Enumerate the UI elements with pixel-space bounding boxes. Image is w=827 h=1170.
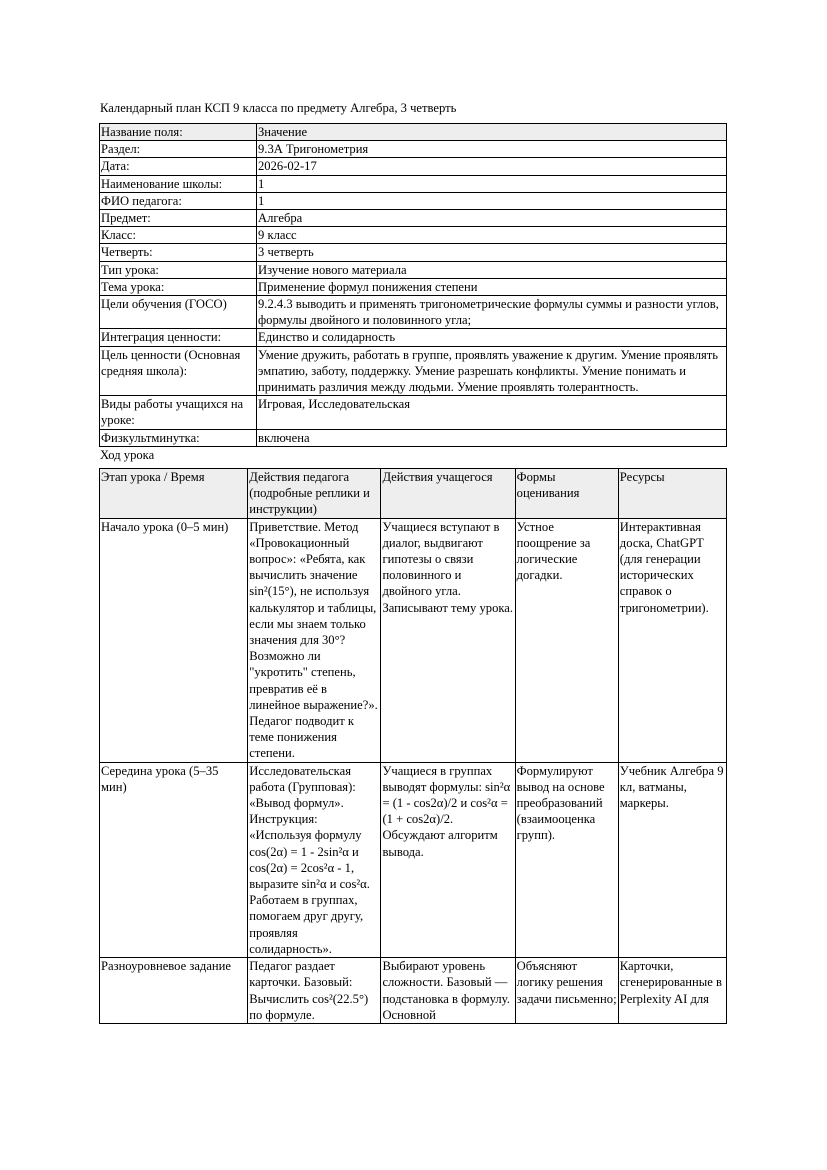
student-actions-cell: Учащиеся вступают в диалог, выдвигают гипотезы о связи половинного и двойного угла. Записывают тему урока. (381, 518, 515, 762)
lesson-info-row (100, 278, 727, 295)
field-label: Наименование школы: (100, 175, 257, 192)
field-value: 9 класс (257, 227, 727, 244)
student-actions-header: Действия учащегося (381, 469, 515, 519)
field-label: Цели обучения (ГОСО) (100, 296, 257, 329)
lesson-info-table (99, 123, 727, 447)
field-label: Тип урока: (100, 261, 257, 278)
stage-cell: Середина урока (5–35 мин) (100, 762, 248, 957)
field-label: Раздел: (100, 141, 257, 158)
field-value: Алгебра (257, 210, 727, 227)
field-label: Физкультминутка: (100, 429, 257, 446)
stage-header: Этап урока / Время (100, 469, 248, 519)
stage-cell: Начало урока (0–5 мин) (100, 518, 248, 762)
field-value: 1 (257, 192, 727, 209)
lesson-plan-row (100, 762, 727, 957)
field-name-header: Название поля: (100, 124, 257, 141)
field-value: 1 (257, 175, 727, 192)
field-value: Умение дружить, работать в группе, проявлять уважение к другим. Умение проявлять эмпатию, заботу, поддержку. Умение разрешать конфликты. Умение понимать и принимать различия между людьми. Умение проявлять толерантность. (257, 346, 727, 396)
lesson-plan-container (99, 468, 729, 1064)
lesson-info-row (100, 192, 727, 209)
assessment-cell: Формулируют вывод на основе преобразований (взаимооценка групп). (515, 762, 618, 957)
field-value: 9.2.4.3 выводить и применять тригонометрические формулы суммы и разности углов, формулы двойного и половинного угла; (257, 296, 727, 329)
field-value: Изучение нового материала (257, 261, 727, 278)
lesson-info-row (100, 261, 727, 278)
teacher-actions-cell: Педагог раздает карточки. Базовый: Вычислить cos²(22.5°) по формуле. (248, 958, 381, 1024)
lesson-progress-heading: Ход урока (100, 448, 155, 462)
lesson-info-header-row (100, 124, 727, 141)
lesson-info-row (100, 429, 727, 446)
lesson-info-row (100, 396, 727, 429)
resources-header: Ресурсы (618, 469, 726, 519)
field-label: Предмет: (100, 210, 257, 227)
field-value: Игровая, Исследовательская (257, 396, 727, 429)
stage-cell: Разноуровневое задание (100, 958, 248, 1024)
field-label: Цель ценности (Основная средняя школа): (100, 346, 257, 396)
field-value: 3 четверть (257, 244, 727, 261)
field-label: ФИО педагога: (100, 192, 257, 209)
resources-cell: Интерактивная доска, ChatGPT (для генерации исторических справок о тригонометрии). (618, 518, 726, 762)
lesson-info-row (100, 141, 727, 158)
field-value-header: Значение (257, 124, 727, 141)
lesson-info-row (100, 329, 727, 346)
lesson-info-row (100, 175, 727, 192)
resources-cell: Учебник Алгебра 9 кл, ватманы, маркеры. (618, 762, 726, 957)
lesson-info-row (100, 210, 727, 227)
assessment-cell: Объясняют логику решения задачи письменно; (515, 958, 618, 1024)
lesson-plan-row (100, 958, 727, 1024)
lesson-info-row (100, 227, 727, 244)
lesson-plan-header-row (100, 469, 727, 519)
field-label: Виды работы учащихся на уроке: (100, 396, 257, 429)
teacher-actions-header: Действия педагога (подробные реплики и инструкции) (248, 469, 381, 519)
lesson-info-row (100, 158, 727, 175)
field-label: Класс: (100, 227, 257, 244)
lesson-plan-table (99, 468, 727, 1024)
field-value: 9.3А Тригонометрия (257, 141, 727, 158)
document-title: Календарный план КСП 9 класса по предмету Алгебра, 3 четверть (100, 101, 457, 115)
assessment-header: Формы оценивания (515, 469, 618, 519)
field-value: 2026-02-17 (257, 158, 727, 175)
field-label: Четверть: (100, 244, 257, 261)
resources-cell: Карточки, сгенерированные в Perplexity AI для (618, 958, 726, 1024)
field-value: Применение формул понижения степени (257, 278, 727, 295)
student-actions-cell: Учащиеся в группах выводят формулы: sin²α = (1 - cos2α)/2 и cos²α = (1 + cos2α)/2. Обсуждают алгоритм вывода. (381, 762, 515, 957)
student-actions-cell: Выбирают уровень сложности. Базовый — подстановка в формулу. Основной (381, 958, 515, 1024)
teacher-actions-cell: Приветствие. Метод «Провокационный вопрос»: «Ребята, как вычислить значение sin²(15°), не используя калькулятор и таблицы, если мы знаем только значения для 30°? Возможно ли "укротить" степень, превратив её в линейное выражение?». Педагог подводит к теме понижения степени. (248, 518, 381, 762)
assessment-cell: Устное поощрение за логические догадки. (515, 518, 618, 762)
field-value: включена (257, 429, 727, 446)
teacher-actions-cell: Исследовательская работа (Групповая): «Вывод формул». Инструкция: «Используя формулу cos(2α) = 1 - 2sin²α и cos(2α) = 2cos²α - 1, выразите sin²α и cos²α. Работаем в группах, помогаем друг другу, проявляя солидарность». (248, 762, 381, 957)
field-label: Интеграция ценности: (100, 329, 257, 346)
field-value: Единство и солидарность (257, 329, 727, 346)
lesson-info-row (100, 244, 727, 261)
lesson-info-row (100, 296, 727, 329)
lesson-plan-row (100, 518, 727, 762)
field-label: Дата: (100, 158, 257, 175)
field-label: Тема урока: (100, 278, 257, 295)
lesson-info-row (100, 346, 727, 396)
